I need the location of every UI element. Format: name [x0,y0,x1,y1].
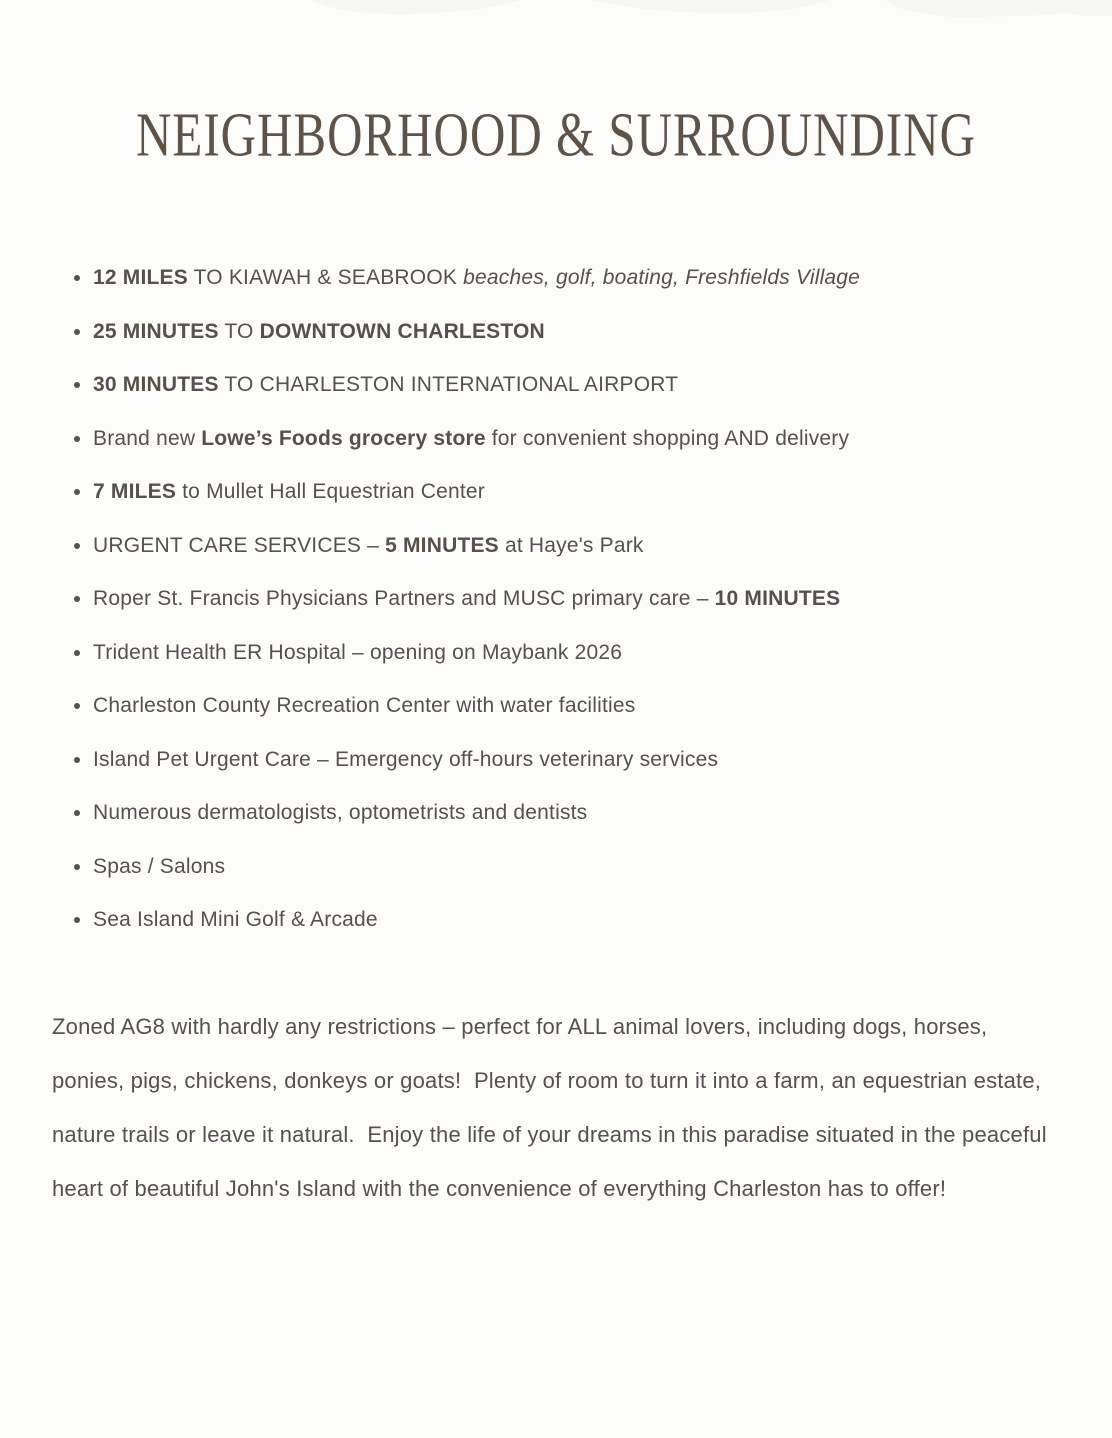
list-item-text: Numerous dermatologists, optometrists and dentists [93,801,588,824]
list-item [72,251,1072,305]
list-item [72,358,1072,412]
closing-paragraph: Zoned AG8 with hardly any restrictions – perfect for ALL animal lovers, including dogs, horses, ponies, pigs, chickens, donkeys or goats! Plenty of room to turn it into a farm, an equestrian estate, nature trails or leave it natural. Enjoy the life of your dreams in this paradise situated in the peaceful heart of beautiful John's Island with the convenience of everything Charleston has to offer! [52,1014,1054,1201]
list-item [72,893,1072,947]
list-item-text: to Mullet Hall Equestrian Center [176,480,485,503]
list-item-text: Roper St. Francis Physicians Partners and MUSC primary care – [93,587,715,610]
list-item [72,519,1072,573]
list-item [72,626,1072,680]
list-item-text: Trident Health ER Hospital – opening on Maybank 2026 [93,640,623,664]
list-item-text: Brand new [93,426,202,450]
list-item-text: 12 MILES [93,266,188,289]
list-item [72,572,1072,626]
list-item [72,786,1072,840]
list-item [72,305,1072,359]
list-item-text: 30 MINUTES [93,373,219,396]
list-item-text: 5 MINUTES [385,533,499,557]
top-edge-artifact [562,0,844,15]
list-item-text: beaches, golf, boating, Freshfields Village [463,266,861,289]
list-item [72,679,1072,733]
list-item-text: 7 MILES [93,480,177,503]
list-item-text: 10 MINUTES [714,587,841,610]
list-item [72,465,1072,519]
list-item-text: DOWNTOWN CHARLESTON [259,319,545,343]
list-item-text: Island Pet Urgent Care – Emergency off-hours veterinary services [93,747,719,771]
list-item-text: for convenient shopping AND delivery [485,426,850,450]
page-title: NEIGHBORHOOD & SURROUNDING [136,99,976,170]
list-item-text: 25 MINUTES [93,319,219,343]
bullet-list [72,251,1072,947]
list-item-text: TO CHARLESTON INTERNATIONAL AIRPORT [218,373,679,396]
list-item-text: Charleston County Recreation Center with water facilities [93,694,636,717]
list-item-text: at Haye's Park [498,533,644,557]
list-item-text: TO [218,319,260,343]
list-item-text: Spas / Salons [93,854,226,878]
list-item-text: Lowe’s Foods grocery store [201,426,486,450]
list-item [72,840,1072,894]
list-item [72,412,1072,466]
top-edge-artifact [300,0,546,17]
list-item-text: Sea Island Mini Golf & Arcade [93,908,378,931]
list-item-text: TO KIAWAH & SEABROOK [187,266,464,289]
list-item-text: URGENT CARE SERVICES – [93,533,386,557]
list-item [72,733,1072,787]
